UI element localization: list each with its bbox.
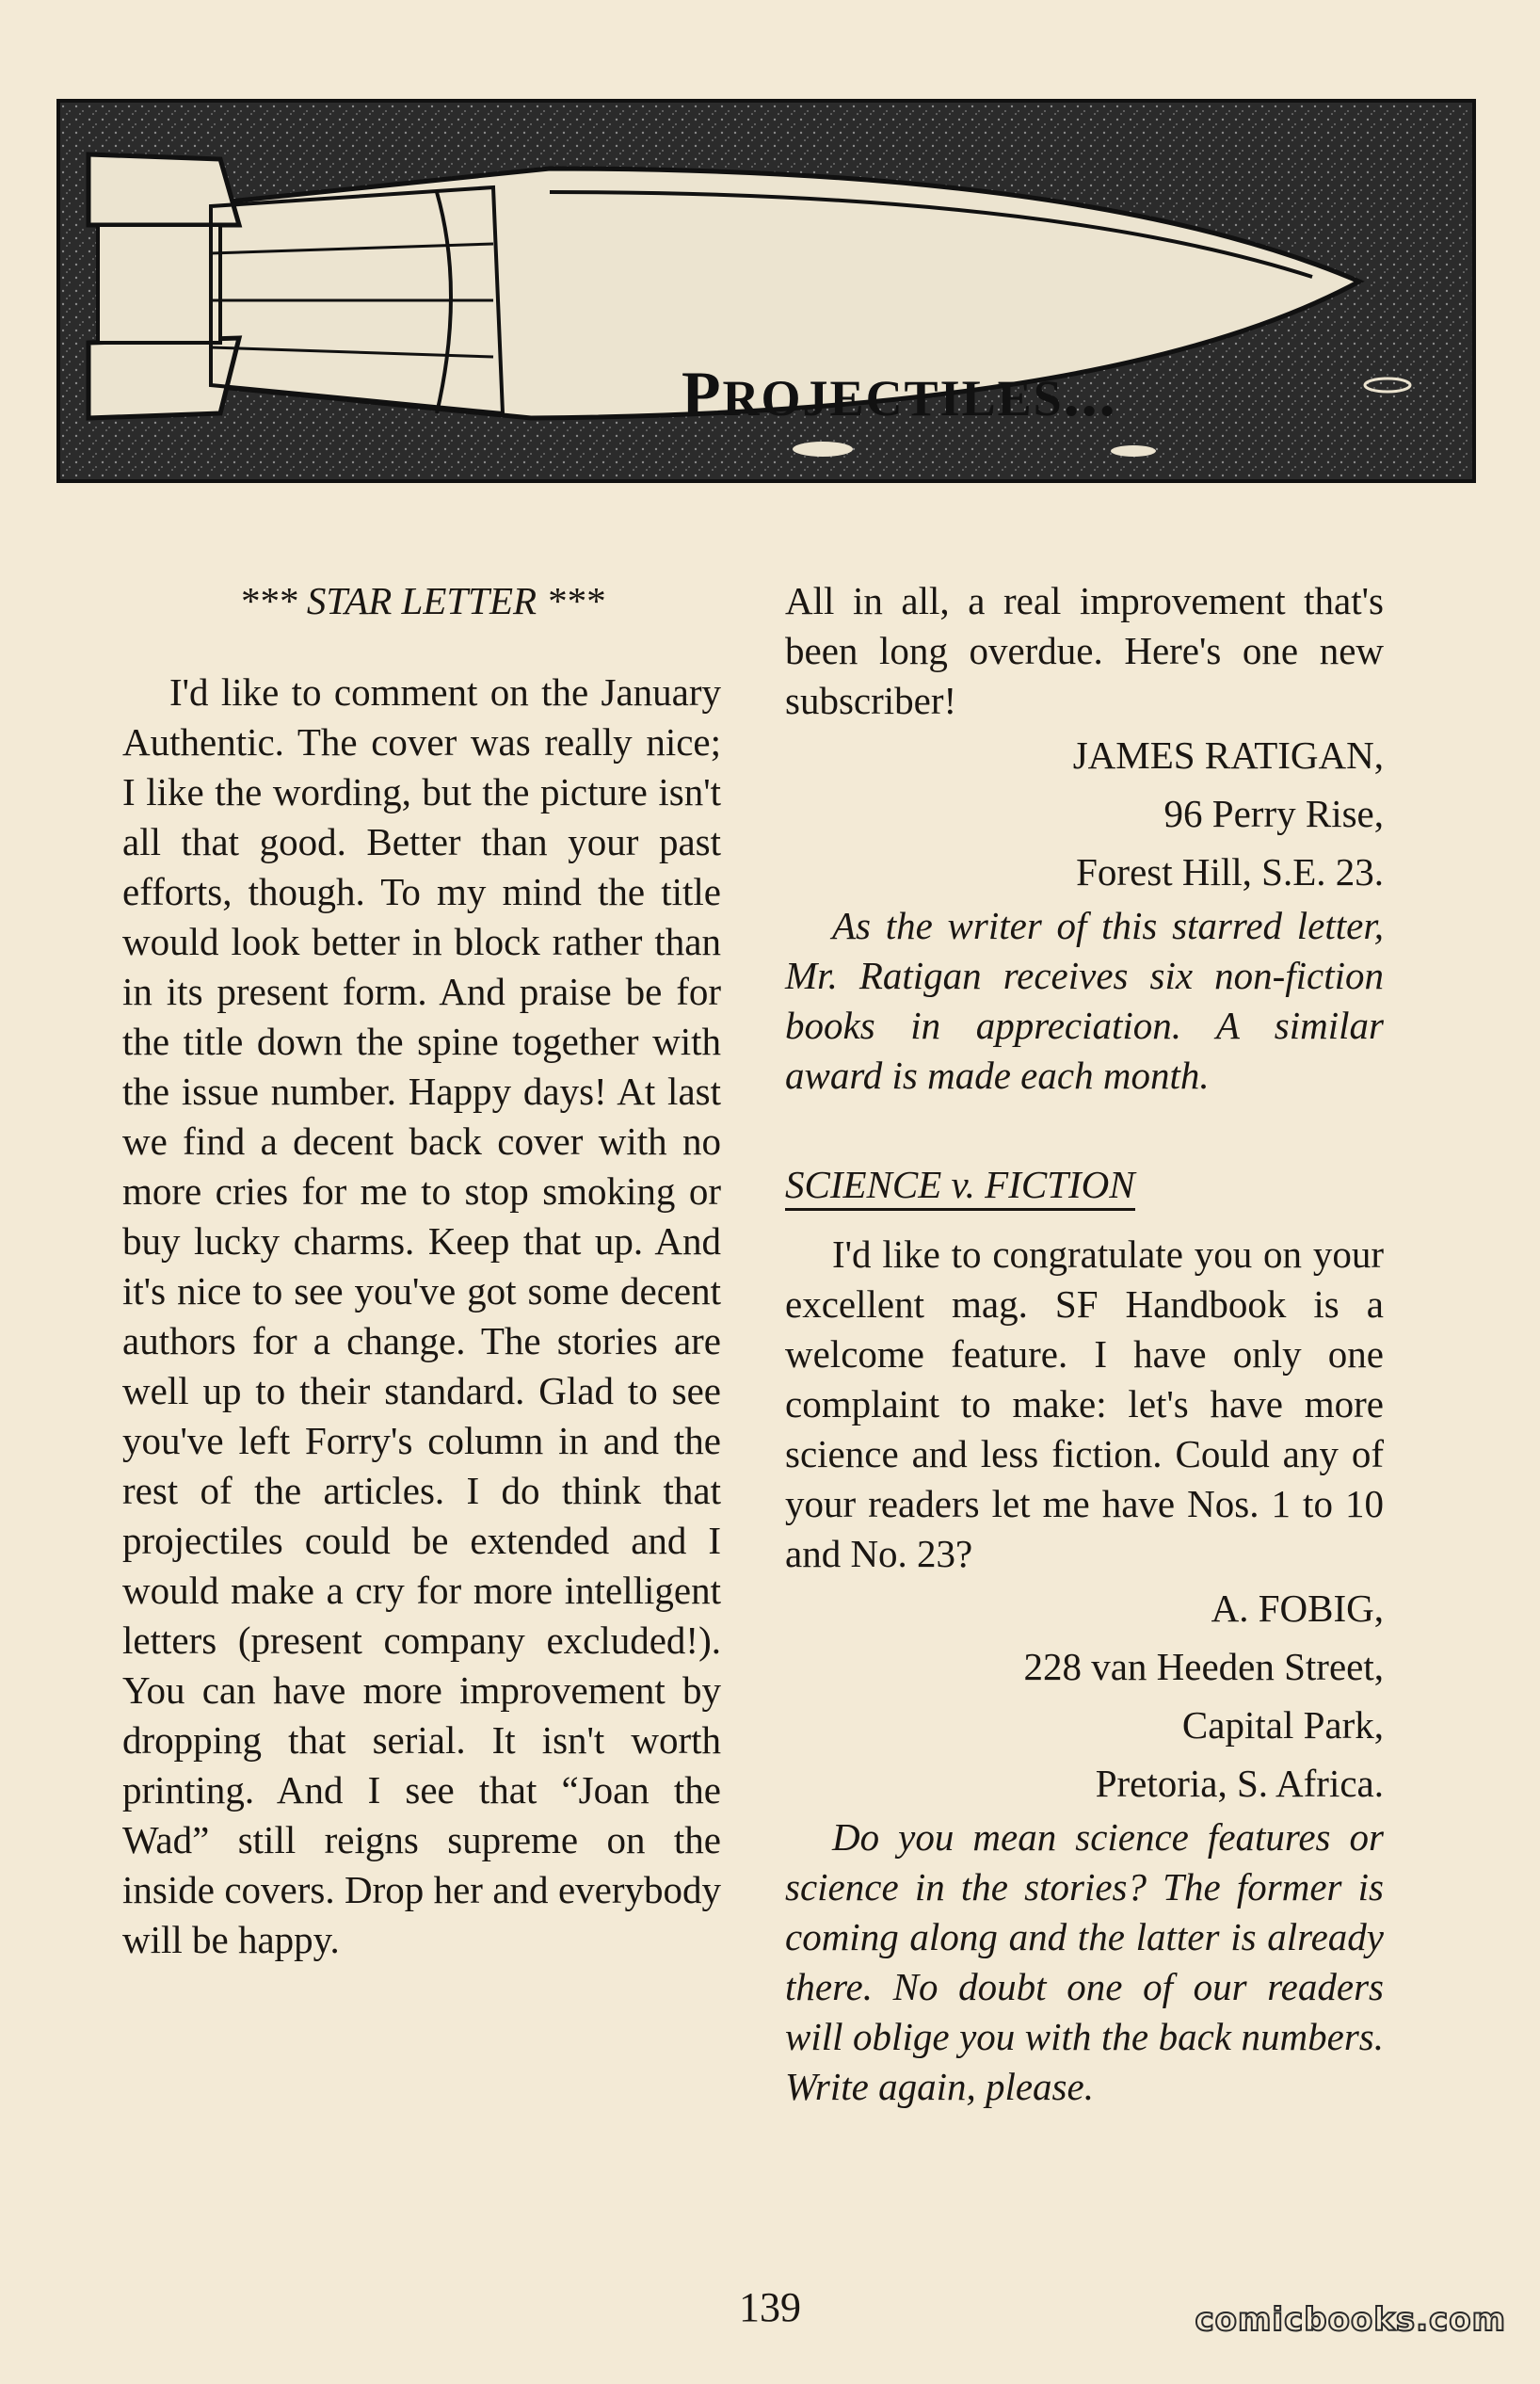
star-letter-continuation: All in all, a real improvement that's been long overdue. Here's one new subscriber! <box>785 579 1384 722</box>
signature-address-2a: 228 van Heeden Street, <box>1023 1645 1384 1688</box>
left-column <box>122 576 721 1965</box>
letter-2-body: I'd like to congratulate you on your excellent mag. SF Handbook is a welcome feature. I have only one complaint to make: let's have more science and less fiction. Could any of your readers let me have Nos. 1 to 10 and No. 23? <box>785 1232 1384 1575</box>
watermark: comicbooks.com <box>1195 2301 1506 2339</box>
signature-name-1: JAMES RATIGAN, <box>1072 733 1384 777</box>
banner-title <box>682 357 1117 431</box>
signature-address-2b: Capital Park, <box>1181 1703 1384 1747</box>
signature-name-2: A. FOBIG, <box>1211 1587 1384 1630</box>
right-column <box>785 576 1384 2112</box>
science-fiction-heading: SCIENCE v. FICTION <box>785 1161 1135 1211</box>
editor-note-1: As the writer of this starred letter, Mr. Ratigan receives six non-fiction books in appreciation. A similar award is made each month. <box>785 904 1384 1097</box>
banner-title-rest: ROJECTILES <box>722 370 1064 427</box>
projectiles-banner <box>56 99 1476 483</box>
page-number: 139 <box>739 2284 801 2330</box>
signature-address-2c: Pretoria, S. Africa. <box>1095 1762 1384 1805</box>
signature-address-1a: 96 Perry Rise, <box>1163 792 1384 835</box>
signature-address-1b: Forest Hill, S.E. 23. <box>1076 850 1384 894</box>
banner-title-initial: P <box>682 358 723 429</box>
banner-title-ellipsis: ... <box>1063 358 1117 429</box>
editor-note-2: Do you mean science features or science in the stories? The former is coming along and the latter is already there. No doubt one of our readers will oblige you with the back numbers. Write again, please. <box>785 1815 1384 2108</box>
star-letter-heading: *** STAR LETTER *** <box>239 579 604 622</box>
star-letter-body: I'd like to comment on the January Authentic. The cover was really nice; I like the wording, but the picture isn't all that good. Better than your past efforts, though. To my mind the title would look better in block rather than in its present form. And praise be for the title down the spine together with the issue number. Happy days! At last we find a decent back cover with no more cries for me to stop smoking or buy lucky charms. Keep that up. And it's nice to see you've got some decent authors for a change. The stories are well up to their standard. Glad to see you've left Forry's column in and the rest of the articles. I do think that projectiles could be extended and I would make a cry for more intelligent letters (present company excluded!). You can have more improvement by dropping that serial. It isn't worth printing. And I see that “Joan the Wad” still reigns supreme on the inside covers. Drop her and everybody will be happy. <box>122 670 721 1961</box>
